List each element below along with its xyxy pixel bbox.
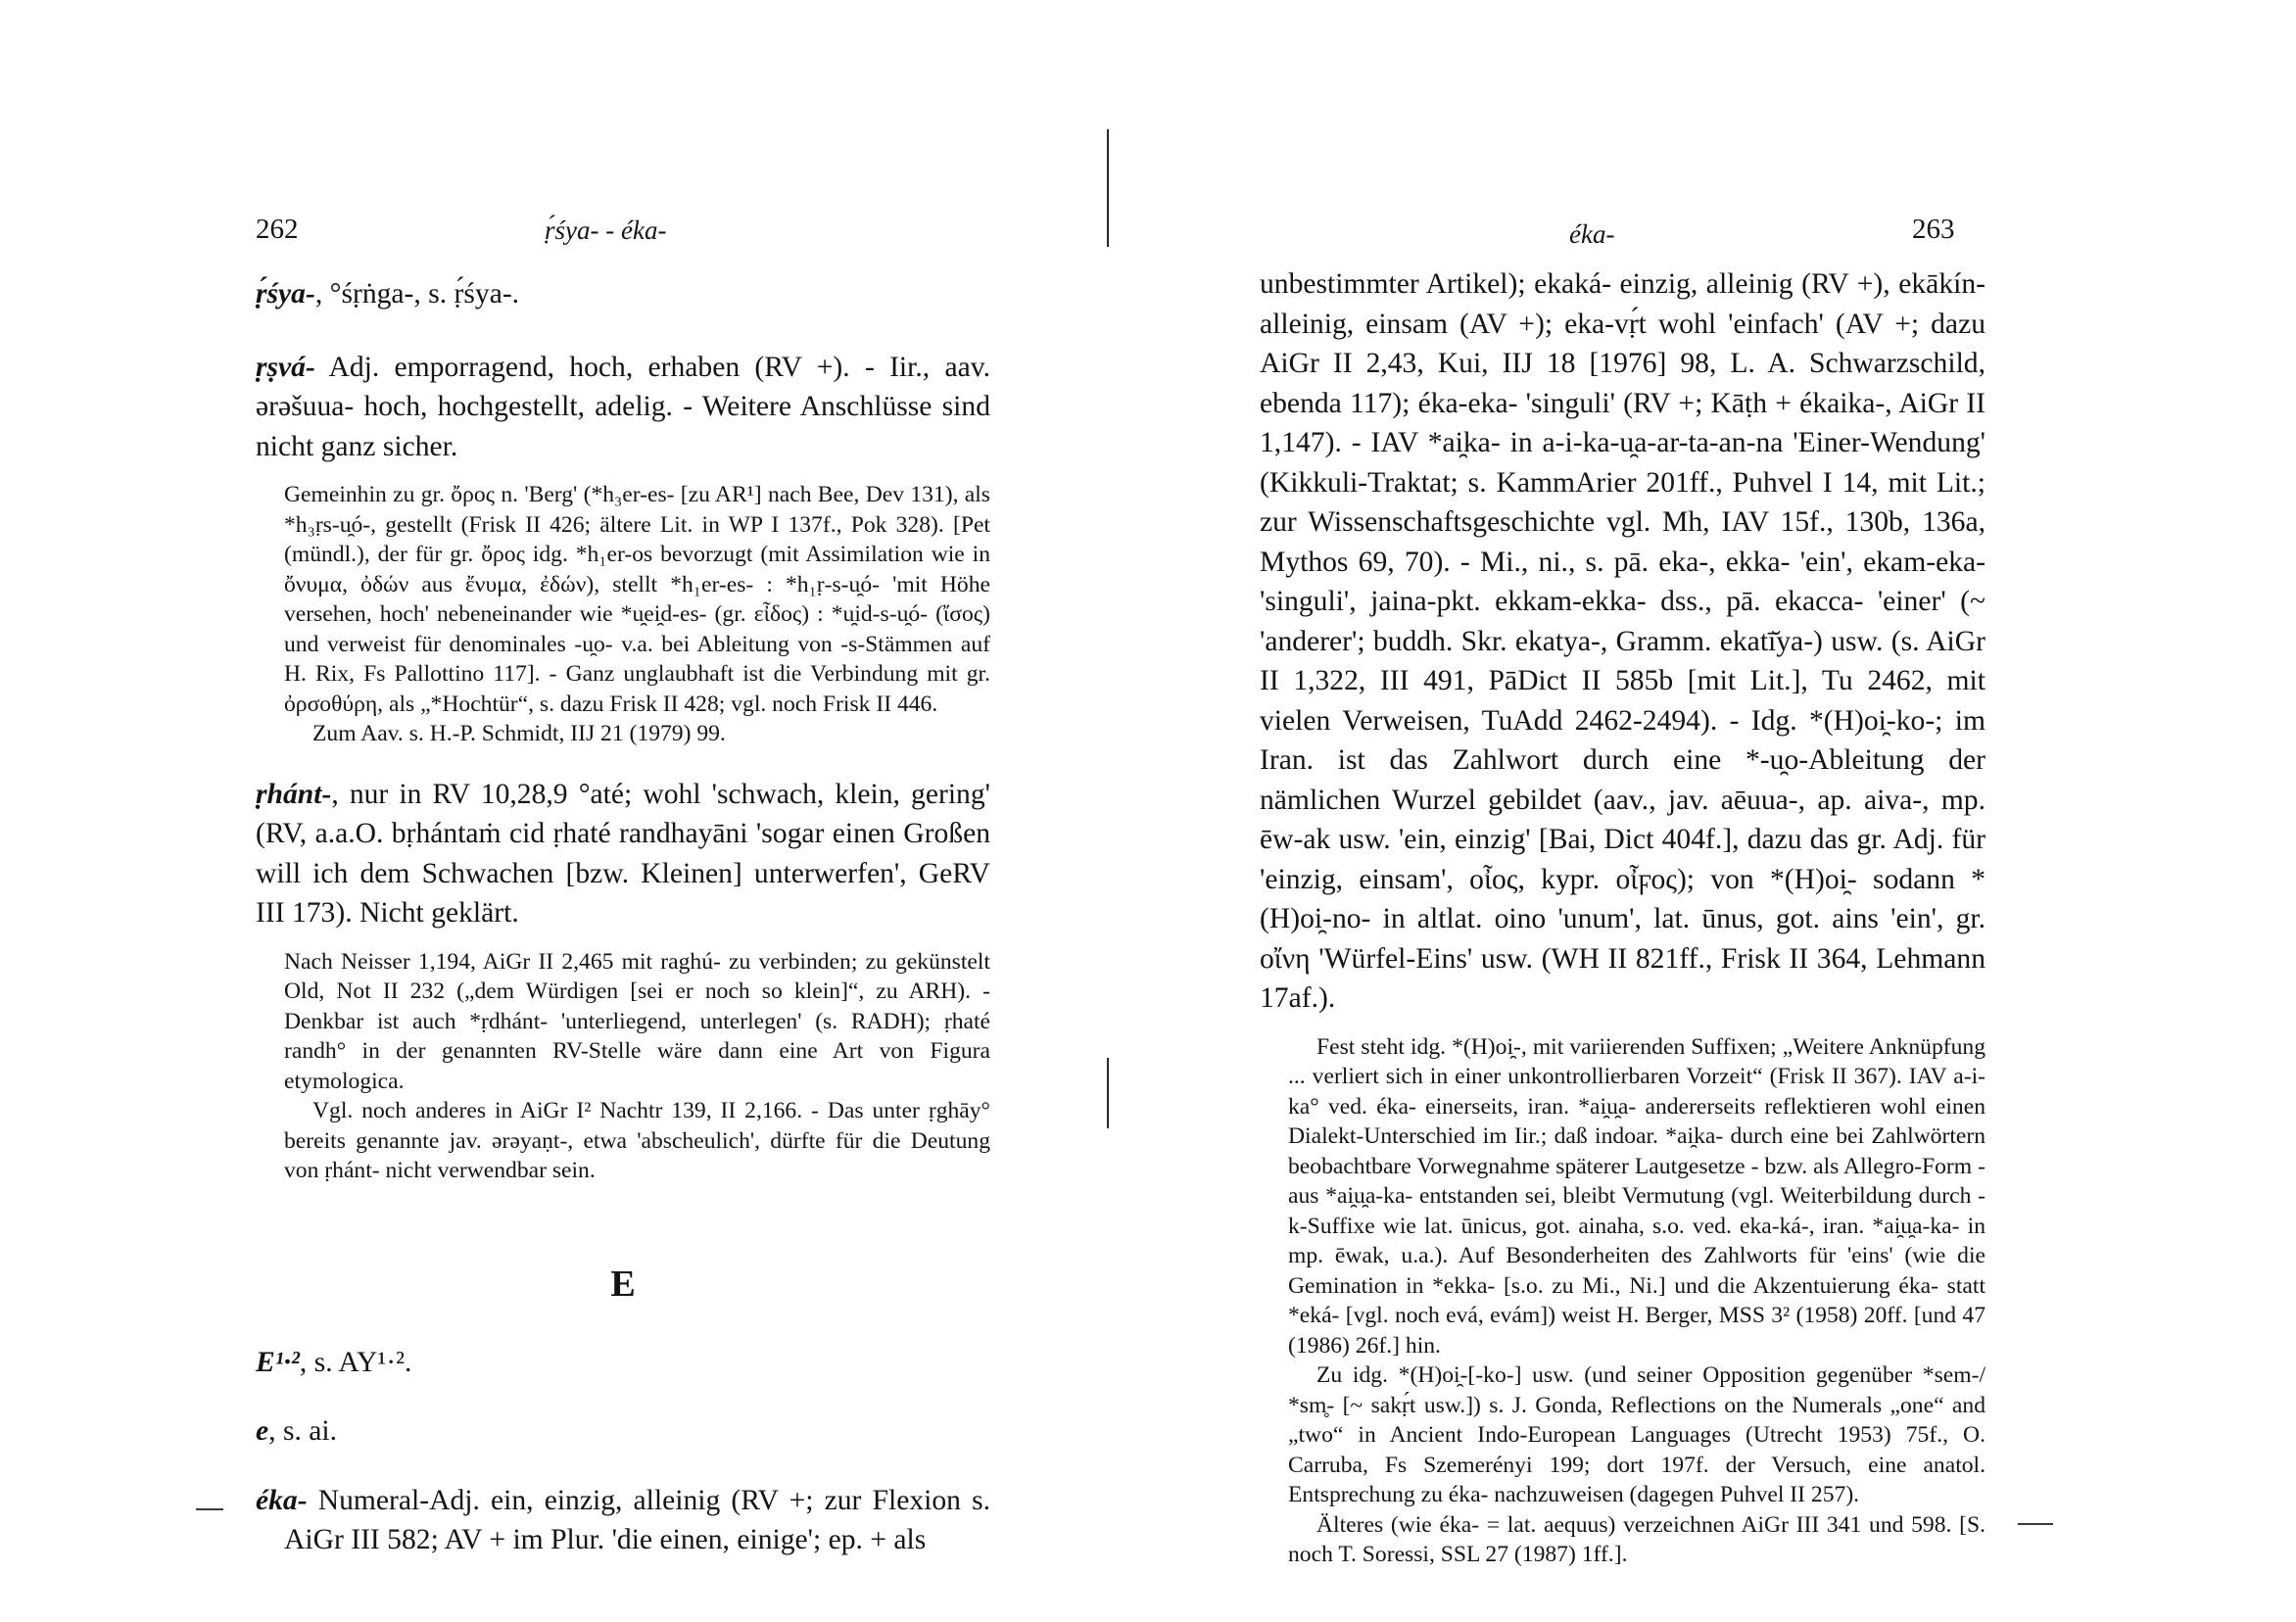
entry-text: , nur in RV 10,28,9 °até; wohl 'schwach, klein, gering' (RV, a.a.O. bṛhántaṁ cid ṛhaté randhayāni 'sogar einen Großen will ich dem Schwachen [bzw. Kleinen] unterwerfen', GeRV III 173). Nicht geklärt. — [256, 778, 990, 929]
note-paragraph: Älteres (wie éka- = lat. aequus) verzeichnen AiGr III 341 und 598. [S. noch T. Soressi, SSL 27 (1987) 1ff.]. — [1288, 1511, 1985, 1567]
entry-e — [256, 1411, 990, 1452]
entry-rhant — [256, 775, 990, 933]
note-paragraph: Zum Aav. s. H.-P. Schmidt, IIJ 21 (1979) 99. — [312, 721, 726, 746]
entry-rsya — [256, 274, 990, 314]
note-block-rsva — [256, 480, 990, 749]
right-page — [1136, 0, 2296, 1622]
note-paragraph: Zu idg. *(H)oi̯-[-ko-] usw. (und seiner Opposition gegenüber *sem-/ *sm̥- [~ sakṛ́t usw.]) s. J. Gonda, Reflections on the Numerals „one“ and „two“ in Ancient Indo-European Languages (Utrecht 1953) 75f., O. Carruba, Fs Szemerényi 199; dort 197f. der Versuch, eine anatol. Entsprechung zu éka- nachzuweisen (dagegen Puhvel II 257). — [1288, 1362, 1985, 1507]
page-number: 263 — [1912, 214, 1955, 245]
entry-text: Adj. emporragend, hoch, erhaben (RV +). - Iir., aav. ərəšuua- hoch, hochgestellt, adelig. - Weitere Anschlüsse sind nicht ganz sicher. — [256, 351, 990, 462]
entry-rsva — [256, 348, 990, 467]
entry-head: ṛhánt- — [256, 778, 332, 810]
note-block-eka — [1260, 1032, 1985, 1570]
note-paragraph: Nach Neisser 1,194, AiGr II 2,465 mit raghú- zu verbinden; zu gekünstelt Old, Not II 232 („dem Würdigen [sei er noch so klein]“, zu ARH). - Denkbar ist auch *ṛdhánt- 'unterliegend, unterlegen' (s. RADH); ṛhaté randh° in der genannten RV-Stelle wäre dann eine Art von Figura etymologica. — [284, 948, 990, 1094]
entry-head: ṛ́śya- — [256, 278, 315, 310]
entry-eka — [256, 1481, 990, 1560]
left-page — [0, 0, 1136, 1622]
entry-E — [256, 1343, 990, 1383]
entry-head: e — [256, 1415, 269, 1447]
page-number: 262 — [256, 214, 299, 245]
running-title: ṛ́śya- - éka- — [545, 215, 667, 245]
running-title: éka- — [1569, 219, 1615, 249]
left-column — [256, 274, 990, 1560]
right-column — [1260, 264, 1985, 1570]
section-letter: E — [610, 1263, 636, 1305]
entry-head: ṛṣvá- — [256, 351, 315, 383]
entry-text: , s. AY¹·². — [299, 1346, 412, 1378]
scan-mark — [2018, 1523, 2053, 1525]
entry-text: , s. ai. — [268, 1415, 338, 1447]
entry-continuation: unbestimmter Artikel); ekaká- einzig, alleinig (RV +), ekākín- alleinig, einsam (AV +); eka-vṛ́t wohl 'einfach' (AV +; dazu AiGr II 2,43, Kui, IIJ 18 [1976] 98, L. A. Schwarzschild, ebenda 117); éka-eka- 'singuli' (RV +; Kāṭh + ékaika-, AiGr II 1,147). - IAV *ai̯ka- in a-i-ka-u̯a-ar-ta-an-na 'Einer-Wendung' (Kikkuli-Traktat; s. KammArier 201ff., Puhvel I 14, mit Lit.; zur Wissenschaftsgeschichte vgl. Mh, IAV 15f., 130b, 136a, Mythos 69, 70). - Mi., ni., s. pā. eka-, ekka- 'ein', ekam-eka- 'singuli', jaina-pkt. ekkam-ekka- dss., pā. ekacca- 'einer' (~ 'anderer'; buddh. Skr. ekatya-, Gramm. ekatī̆ya-) usw. (s. AiGr II 1,322, III 491, PāDict II 585b [mit Lit.], Tu 2462, mit vielen Verweisen, TuAdd 2462-2494). - Idg. *(H)oi̯-ko-; im Iran. ist das Zahlwort durch eine *-u̯o-Ableitung der nämlichen Wurzel gebildet (aav., jav. aēuua-, ap. aiva-, mp. ēw-ak usw. 'ein, einzig' [Bai, Dict 404f.], dazu das gr. Adj. für 'einzig, einsam', οἶος, kypr. οἶϝος); von *(H)oi̯- sodann *(H)oi̯-no- in altlat. oino 'unum', lat. ūnus, got. ains 'ein', gr. οἴνη 'Würfel-Eins' usw. (WH II 821ff., Frisk II 364, Lehmann 17af.). — [1260, 268, 1985, 1014]
gutter-line — [1107, 1058, 1109, 1128]
entry-head: éka- — [256, 1484, 308, 1516]
entry-head: E¹·² — [256, 1346, 300, 1378]
gutter-line — [1107, 129, 1109, 247]
scan-mark — [196, 1508, 223, 1510]
note-paragraph: Vgl. noch anderes in AiGr I² Nachtr 139, II 2,166. - Das unter ṛghāy° bereits genannte jav. ərəyaṇt-, etwa 'abscheulich', dürfte für die Deutung von ṛhánt- nicht verwendbar sein. — [284, 1098, 990, 1183]
entry-text: , °śṛṅga-, s. ṛ́śya-. — [314, 278, 520, 310]
entry-text: Numeral-Adj. ein, einzig, alleinig (RV +; zur Flexion s. AiGr III 582; AV + im Plur. 'die einen, einige'; ep. + als — [284, 1484, 990, 1555]
note-block-rhant — [256, 947, 990, 1186]
note-paragraph: Gemeinhin zu gr. ὄρος n. 'Berg' (*h₃er-es- [zu AR¹] nach Bee, Dev 131), als *h₃ṛs-u̯ó-, gestellt (Frisk II 426; ältere Lit. in WP I 137f., Pok 328). [Pet (mündl.), der für gr. ὄρος idg. *h₁er-os bevorzugt (mit Assimilation wie in ὄνυμα, ὀδών aus ἔνυμα, ἐδών), stellt *h₁er-es- : *h₁ṛ-s-u̯ó- 'mit Höhe versehen, hoch' nebeneinander wie *u̯ei̯d-es- (gr. εἶδος) : *u̯id-s-u̯ó- (ἴσος) und verweist für denominales -u̯o- v.a. bei Ableitung von -s-Stämmen auf H. Rix, Fs Pallottino 117]. - Ganz unglaubhaft ist die Verbindung mit gr. ὀρσοθύρη, als „*Hochtür“, s. dazu Frisk II 428; vgl. noch Frisk II 446. — [284, 482, 990, 717]
note-paragraph: Fest steht idg. *(H)oi̯-, mit variierenden Suffixen; „Weitere Anknüpfung ... verliert sich in einer unkontrollierbaren Vorzeit“ (Frisk II 367). IAV a-i-ka° ved. éka- einerseits, iran. *ai̯u̯a- andererseits reflektieren wohl einen Dialekt-Unterschied im Iir.; daß indoar. *ai̯ka- durch eine bei Zahlwörtern beobachtbare Vorwegnahme späterer Lautgesetze - bzw. als Allegro-Form - aus *ai̯u̯a-ka- entstanden sei, bleibt Vermutung (vgl. Weiterbildung durch -k-Suffixe wie lat. ūnicus, got. ainaha, s.o. ved. eka-ká-, iran. *ai̯u̯a-ka- in mp. ēwak, u.a.). Auf Besonderheiten des Zahlworts für 'eins' (wie die Gemination in *ekka- [s.o. zu Mi., Ni.] und die Akzentuierung éka- statt *eká- [vgl. noch evá, evám]) weist H. Berger, MSS 3² (1958) 20ff. [und 47 (1986) 26f.] hin. — [1288, 1033, 1985, 1359]
